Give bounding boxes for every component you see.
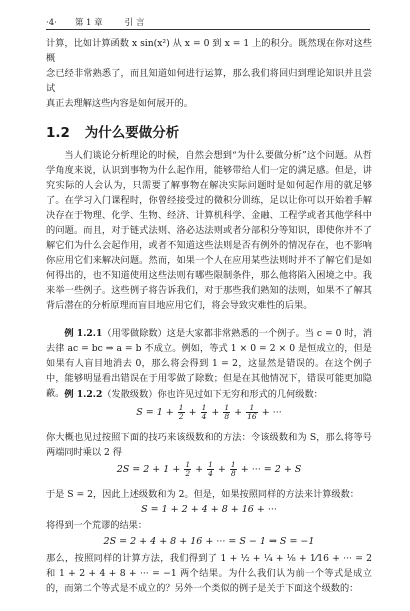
fraction: $\frac{1}{16}$	[247, 403, 257, 421]
fraction: $\frac{1}{8}$	[230, 460, 236, 478]
section-heading	[46, 121, 372, 141]
paragraph-why-analysis: 当人们谈论分析理论的时候，自然会想到“为什么要做分析”这个问题。从哲学角度来说，认识到事物为什么起作用，能够带给人们一定的满足感。但是，讲究实际的人会认为，只需要了解事物在解决实际问题时是如何起作用的就足够了。在学习入门课程时，你曾经接受过的微积分训练，足以让你可以开始着手解决存在于物理、化学、生物、经济、计算机科学、金融、工程学或者其他学科中的问题。而且，对于链式法则、洛必达法则或者分部积分等知识，即使你并不了解它们为什么会起作用，或者不知道这些法则是否有例外的情况存在，也不影响你应用它们来解决问题。然而，如果一个人在应用某些法则时并不了解它们是如何得出的，也不知道使用这些法则有哪些限制条件，那么他将陷入困境之中。我来举一些例子。这些例子将告诉我们，对于那些我们熟知的法则，如果不了解其背后潜在的分析原理而盲目地应用它们，将会导致灾难性的后果。	[46, 150, 372, 311]
formula-geometric-series: S = 1 + $\frac{1}{2}$ + $\frac{1}{4}$ + $\frac{1}{8}$ + $\frac{1}{16}$ + ···	[136, 403, 282, 421]
chapter-label: 第 1 章	[74, 18, 103, 28]
section-title: 为什么要做分析	[84, 125, 180, 141]
paragraph-absurd: 将得到一个荒谬的结果：	[46, 520, 148, 531]
example-text: （用零做除数）这是大家都非常熟悉的一个例子。当 c = 0 时，消去律 ac = bc ⇒ a = b 不成立。例如，等式 1 × 0 = 2 × 0 是恒成立的，但是如果有人盲目地消去 0，那么将会得到 1 = 2，这显然是错误的。在这个例子中，能够明显看出错误在于用零做了除数；但是在其他情况下，错误可能更加隐蔽。	[46, 328, 373, 399]
formula-lhs: 2S = 2 + 1 +	[116, 464, 181, 475]
paragraph-conclusion: 那么，按照同样的计算方法，我们得到了 1 + ½ + ¼ + ⅛ + 1⁄16 + ··· = 2 和 1 + 2 + 4 + 8 + ··· = −1 两个结果。为什么我们认为前一个等式是成立的，而第二个等式是不成立的？另外一个类似的例子是关于下面这个级数的：	[46, 553, 372, 594]
intro-line-2: 念已经非常熟悉了，而且知道如何进行运算，那么我们将回归到理论知识并且尝试	[46, 68, 372, 94]
fraction: $\frac{1}{2}$	[185, 460, 191, 478]
formula-tail: + ··· = 2 + S	[240, 464, 302, 475]
chapter-title: 引 言	[124, 18, 145, 28]
page-number: ·4·	[46, 18, 57, 28]
example-1-2-2	[46, 387, 372, 402]
formula-tail: + ···	[261, 407, 282, 418]
fraction: $\frac{1}{8}$	[224, 403, 230, 421]
section-number: 1.2	[46, 125, 70, 141]
fraction: $\frac{1}{4}$	[201, 403, 207, 421]
intro-line-3: 真正去理解这些内容是如何展开的。	[46, 98, 193, 109]
formula-divergent-series: S = 1 + 2 + 4 + 8 + 16 + ···	[141, 504, 277, 515]
example-text: （发散级数）你也许见过如下无穷和形式的几何级数：	[102, 389, 323, 400]
paragraph-result: 于是 S = 2，因此上述级数和为 2。但是，如果按照同样的方法来计算级数：	[46, 489, 359, 500]
formula-lhs: S = 1 +	[136, 407, 174, 418]
intro-line-1: 计算，比如计算函数 x sin(x²) 从 x = 0 到 x = 1 上的积分。既然现在你对这些概	[46, 38, 372, 64]
example-label: 例 1.2.1	[64, 328, 103, 339]
fraction: $\frac{1}{2}$	[178, 403, 184, 421]
paragraph-trick: 你大概也见过按照下面的技巧来该级数和的方法：令该级数和为 S，那么将等号两端同时乘以 2 得	[46, 432, 372, 458]
header-rule	[46, 29, 370, 30]
intro-paragraph	[46, 36, 372, 111]
formula-absurd-result: 2S = 2 + 4 + 8 + 16 + ··· = S − 1 ⇒ S = −1	[103, 536, 315, 547]
formula-doubled-series: 2S = 2 + 1 + $\frac{1}{2}$ + $\frac{1}{4}$ + $\frac{1}{8}$ + ··· = 2 + S	[116, 460, 302, 478]
running-header	[46, 12, 372, 28]
fraction: $\frac{1}{4}$	[208, 460, 213, 478]
example-label: 例 1.2.2	[64, 389, 103, 400]
